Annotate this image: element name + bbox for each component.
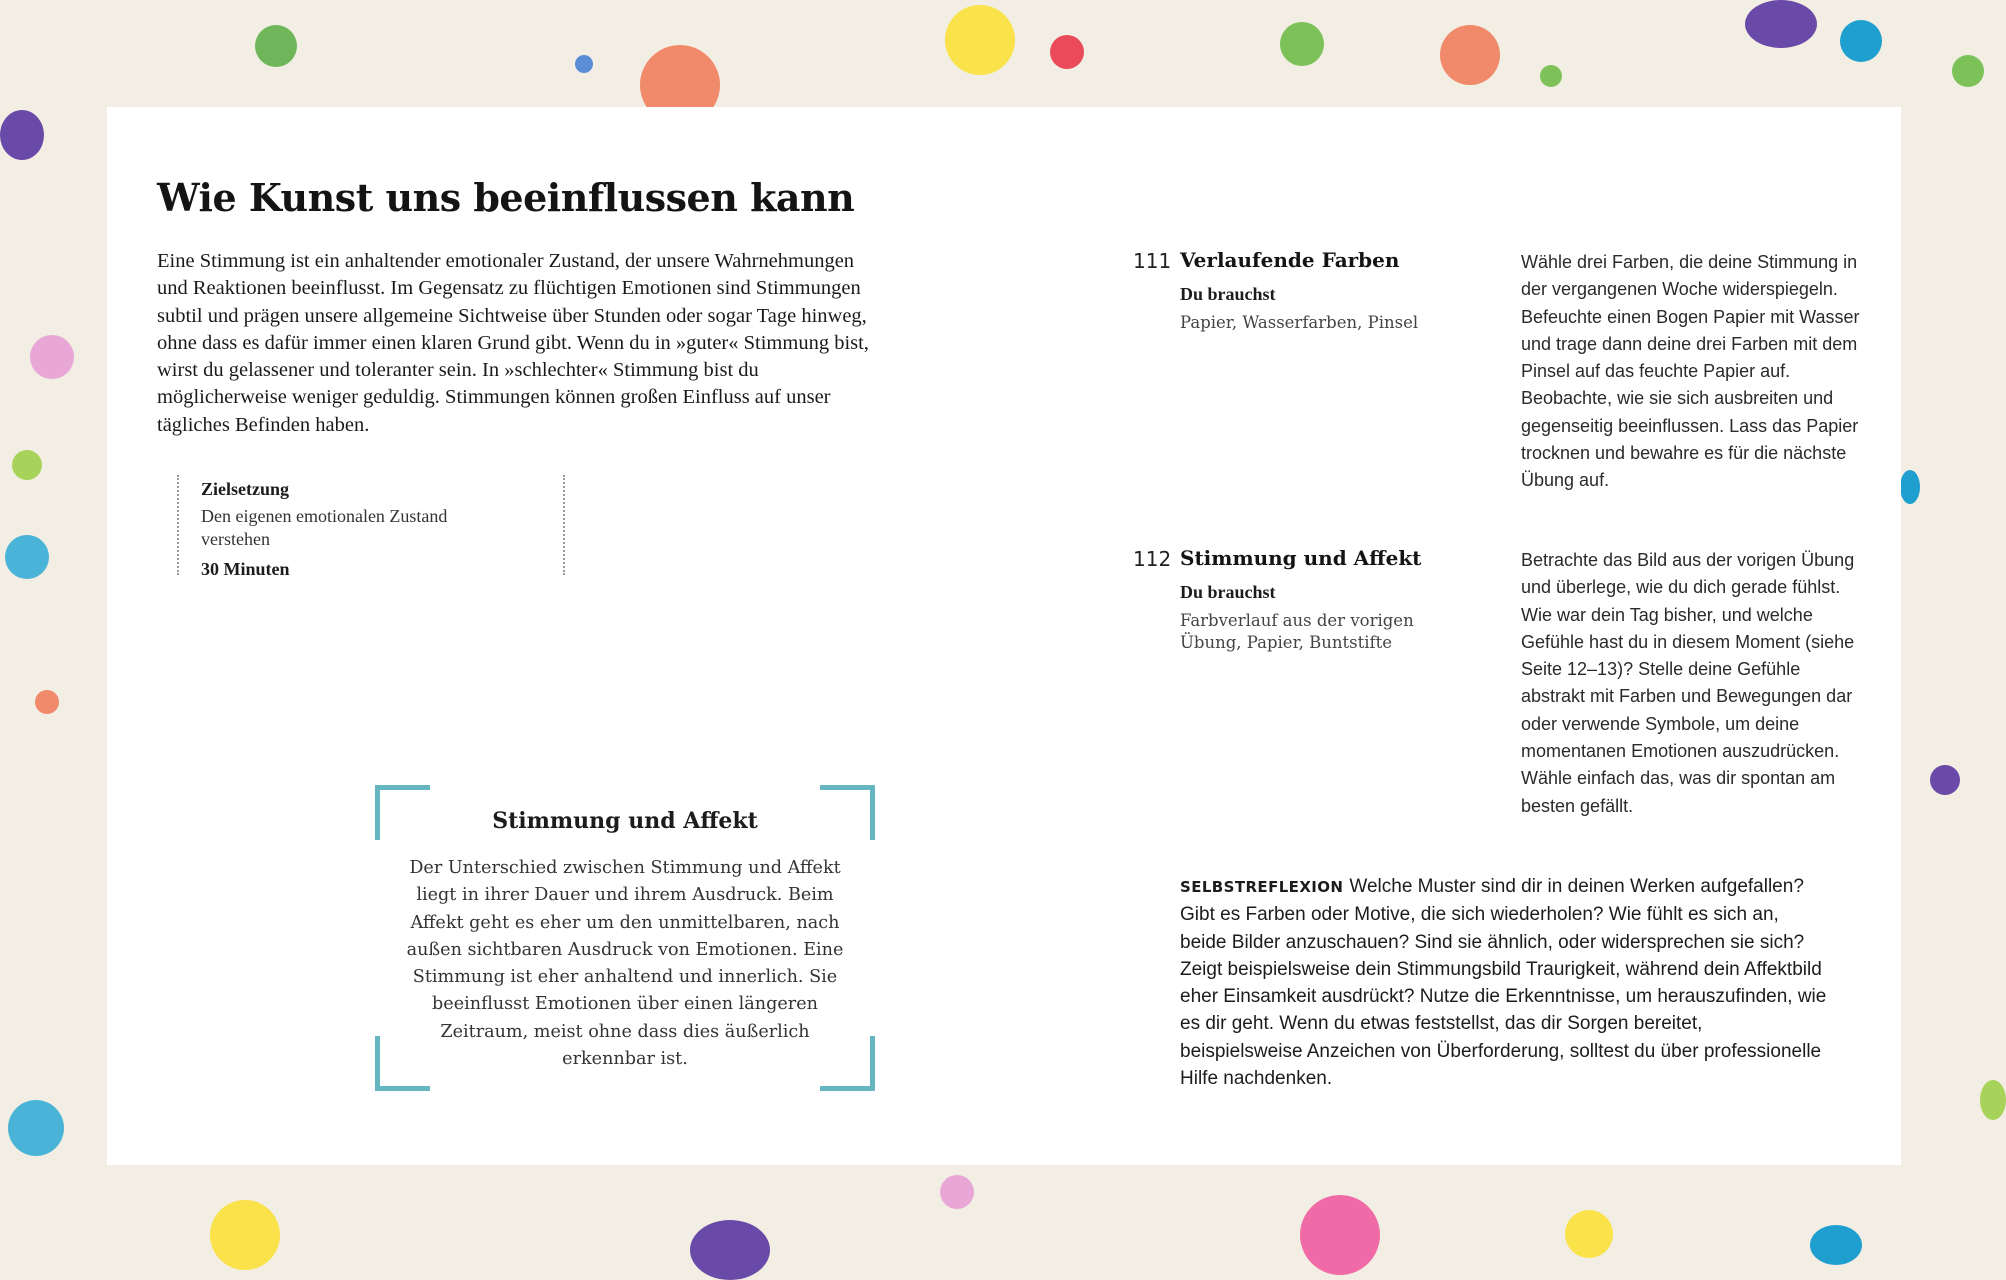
intro-paragraph: Eine Stimmung ist ein anhaltender emotionaler Zustand, der unsere Wahrnehmungen und Reaktionen beeinflusst. Im Gegensatz zu flüchtigen Emotionen sind Stimmungen subtil und prägen unsere allgemeine Sichtweise über Stunden oder sogar Tage hinweg, ohne dass es dafür immer einen klaren Grund gibt. Wenn du in »guter« Stimmung bist, wirst du gelassener und toleranter sein. In »schlechter« Stimmung bist du möglicherweise weniger geduldig. Stimmungen können großen Einfluss auf unser tägliches Befinden haben. (157, 250, 869, 436)
paint-splash-icon (1840, 20, 1882, 62)
info-box-title: Stimmung und Affekt (492, 808, 758, 834)
exercise-description: Wähle drei Farben, die deine Stimmung in der vergangenen Woche widerspiegeln. Befeuchte einen Bogen Papier mit Wasser und trage dann deine drei Farben mit dem Pinsel auf das feuchte Papier auf. Beobachte, wie sie sich ausbreiten und gegenseitig beeinflussen. Lass das Papier trocknen und bewahre es für die nächste Übung auf. (1521, 252, 1860, 491)
self-reflection-label: SELBSTREFLEXION (1180, 878, 1344, 896)
paint-splash-icon (1810, 1225, 1862, 1265)
paint-splash-icon (1050, 35, 1084, 69)
exercise-title: Stimmung und Affekt (1180, 546, 1422, 570)
paint-splash-icon (940, 1175, 974, 1209)
goal-text: Den eigenen emotionalen Zustand verstehen (201, 506, 448, 549)
exercise-number: 112 (1133, 547, 1172, 571)
paint-splash-icon (35, 690, 59, 714)
goal-duration: 30 Minuten (201, 559, 290, 579)
paint-splash-icon (1930, 765, 1960, 795)
paint-splash-icon (1952, 55, 1984, 87)
paint-splash-icon (12, 450, 42, 480)
paint-splash-icon (1745, 0, 1817, 48)
info-box (375, 785, 875, 1091)
paint-splash-icon (1280, 22, 1324, 66)
paint-splash-icon (575, 55, 593, 73)
goal-label: Zielsetzung (201, 479, 289, 499)
paint-splash-icon (690, 1220, 770, 1280)
self-reflection (1180, 873, 1830, 1092)
paint-splash-icon (255, 25, 297, 67)
info-box-text: Der Unterschied zwischen Stimmung und Affekt liegt in ihrer Dauer und ihrem Ausdruck. Beim Affekt geht es eher um den unmittelbaren, nach außen sichtbaren Ausdruck von Emotionen. Eine Stimmung ist eher anhaltend und innerlich. Sie beeinflusst Emotionen über einen längeren Zeitraum, meist ohne dass dies äußerlich erkennbar ist. (406, 858, 844, 1070)
paint-splash-icon (945, 5, 1015, 75)
paint-splash-icon (30, 335, 74, 379)
paint-splash-icon (8, 1100, 64, 1156)
paint-splash-icon (1980, 1080, 2006, 1120)
paint-splash-icon (5, 535, 49, 579)
exercise-description: Betrachte das Bild aus der vorigen Übung und überlege, wie du dich gerade fühlst. Wie war dein Tag bisher, und welche Gefühle hast du in diesem Moment (siehe Seite 12–13)? Stelle deine Gefühle abstrakt mit Farben und Bewegungen dar oder verwende Symbole, um deine momentanen Emotionen auszudrücken. Wähle einfach das, was dir spontan am besten gefällt. (1521, 550, 1855, 816)
paint-splash-icon (210, 1200, 280, 1270)
exercise-number: 111 (1133, 249, 1172, 273)
exercise-title: Verlaufende Farben (1180, 248, 1400, 272)
exercise-need-label: Du brauchst (1180, 582, 1276, 602)
exercise-materials: Farbverlauf aus der vorigen Übung, Papier, Buntstifte (1180, 611, 1414, 652)
paint-splash-icon (1540, 65, 1562, 87)
paint-splash-icon (0, 110, 44, 160)
paint-splash-icon (1565, 1210, 1613, 1258)
book-page (107, 107, 1901, 1165)
paint-splash-icon (1300, 1195, 1380, 1275)
goal-box (177, 475, 565, 579)
exercise-need-label: Du brauchst (1180, 284, 1276, 304)
paint-splash-icon (1440, 25, 1500, 85)
page-title: Wie Kunst uns beeinflussen kann (157, 175, 855, 220)
exercise-materials: Papier, Wasserfarben, Pinsel (1180, 313, 1419, 332)
self-reflection-text: Welche Muster sind dir in deinen Werken aufgefallen? Gibt es Farben oder Motive, die sich wiederholen? Wie fühlt es sich an, beide Bilder anzuschauen? Sind sie ähnlich, oder widersprechen sie sich? Zeigt beispielsweise dein Stimmungsbild Traurigkeit, während dein Affektbild eher Einsamkeit ausdrückt? Nutze die Erkenntnisse, um herauszufinden, wie es dir geht. Wenn du etwas feststellst, das dir Sorgen bereitet, beispielsweise Anzeichen von Überforderung, solltest du über professionelle Hilfe nachdenken. (1180, 876, 1827, 1090)
paint-splash-icon (1900, 470, 1920, 504)
